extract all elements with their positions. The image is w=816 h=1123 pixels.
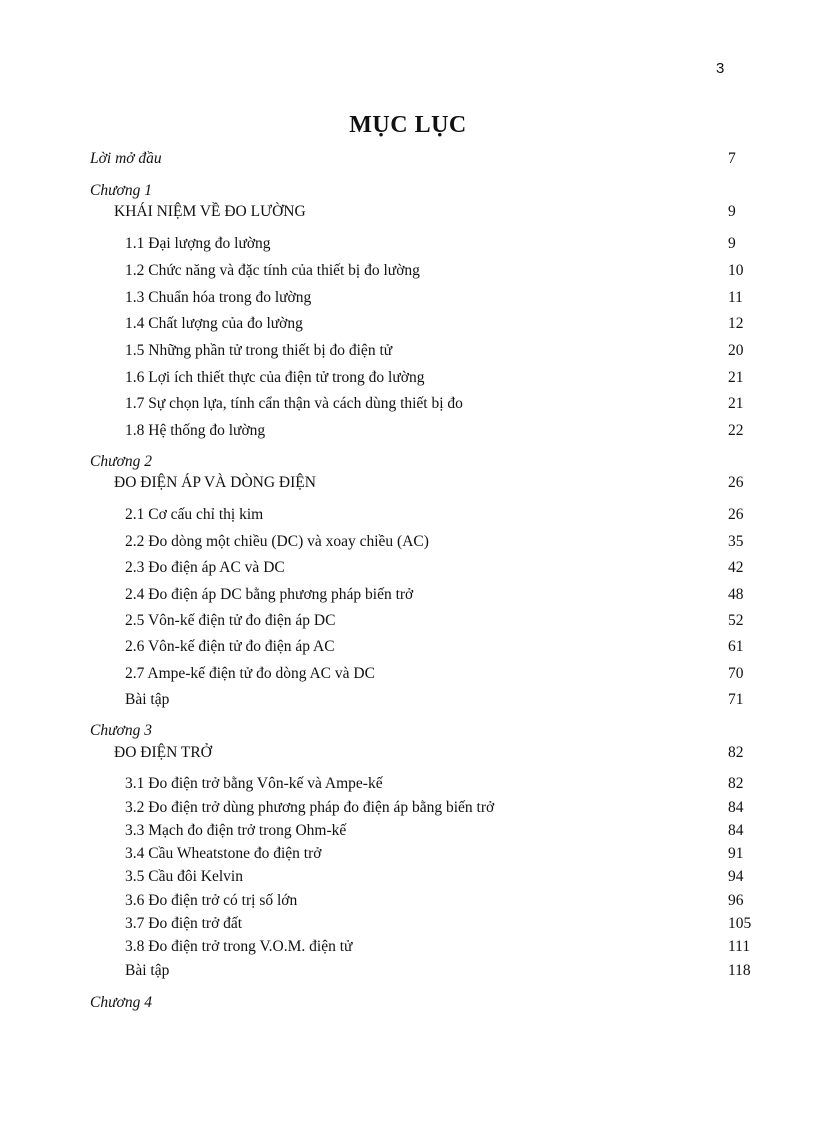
toc-chapter-label: Chương 1 — [90, 182, 152, 199]
toc-section: Bài tập — [125, 962, 170, 979]
toc-chapter-title: ĐO ĐIỆN TRỞ — [114, 744, 212, 761]
toc-section: 1.4 Chất lượng của đo lường — [125, 315, 303, 332]
page-number: 3 — [716, 60, 725, 77]
toc-page-number: 118 — [728, 962, 751, 979]
toc-section: 1.7 Sự chọn lựa, tính cẩn thận và cách dùng thiết bị đo — [125, 395, 463, 412]
toc-section: 3.6 Đo điện trở có trị số lớn — [125, 892, 298, 909]
toc-chapter-title: ĐO ĐIỆN ÁP VÀ DÒNG ĐIỆN — [114, 474, 316, 491]
toc-page-number: 91 — [728, 845, 744, 862]
toc-section: 1.3 Chuẩn hóa trong đo lường — [125, 289, 312, 306]
toc-page-number: 52 — [728, 612, 744, 629]
toc-section: 3.8 Đo điện trở trong V.O.M. điện tử — [125, 938, 353, 955]
toc-section: 2.3 Đo điện áp AC và DC — [125, 559, 285, 576]
toc-page-number: 11 — [728, 289, 743, 306]
toc-chapter-title: KHÁI NIỆM VỀ ĐO LƯỜNG — [114, 203, 306, 220]
toc-section: 3.3 Mạch đo điện trở trong Ohm-kế — [125, 822, 347, 839]
toc-section: 3.2 Đo điện trở dùng phương pháp đo điện áp bằng biến trở — [125, 799, 495, 816]
toc-page-number: 9 — [728, 203, 736, 220]
toc-section: 3.4 Cầu Wheatstone đo điện trở — [125, 845, 322, 862]
toc-section: 3.7 Đo điện trở đất — [125, 915, 243, 932]
toc-section: 2.4 Đo điện áp DC bằng phương pháp biến trở — [125, 586, 414, 603]
toc-page-number: 26 — [728, 474, 744, 491]
toc-page-number: 10 — [728, 262, 744, 279]
toc-page-number: 22 — [728, 422, 744, 439]
toc-section: 1.6 Lợi ích thiết thực của điện tử trong đo lường — [125, 369, 425, 386]
toc-section: 2.5 Vôn-kế điện tử đo điện áp DC — [125, 612, 336, 629]
toc-preface: Lời mở đầu — [90, 150, 162, 167]
toc-page-number: 21 — [728, 395, 744, 412]
toc-section: Bài tập — [125, 691, 170, 708]
toc-section: 1.2 Chức năng và đặc tính của thiết bị đo lường — [125, 262, 420, 279]
toc-page-number: 70 — [728, 665, 744, 682]
toc-section: 1.8 Hệ thống đo lường — [125, 422, 266, 439]
toc-section: 2.1 Cơ cấu chỉ thị kim — [125, 506, 264, 523]
toc-page-number: 35 — [728, 533, 744, 550]
toc-page-number: 111 — [728, 938, 751, 955]
toc-page-number: 105 — [728, 915, 752, 932]
toc-page-number: 61 — [728, 638, 744, 655]
toc-page-number: 42 — [728, 559, 744, 576]
toc-page-number: 84 — [728, 799, 744, 816]
toc-page-number: 96 — [728, 892, 744, 909]
toc-section: 1.1 Đại lượng đo lường — [125, 235, 271, 252]
toc-page-number: 12 — [728, 315, 744, 332]
toc-page-number: 7 — [728, 150, 736, 167]
toc-section: 3.5 Cầu đôi Kelvin — [125, 868, 243, 885]
toc-page-number: 20 — [728, 342, 744, 359]
toc-page-number: 82 — [728, 744, 744, 761]
toc-page-number: 82 — [728, 775, 744, 792]
toc-page-number: 84 — [728, 822, 744, 839]
toc-page-number: 48 — [728, 586, 744, 603]
toc-page-number: 71 — [728, 691, 744, 708]
toc-section: 2.7 Ampe-kế điện tử đo dòng AC và DC — [125, 665, 375, 682]
toc-section: 3.1 Đo điện trở bằng Vôn-kế và Ampe-kế — [125, 775, 383, 792]
page-title: MỤC LỤC — [349, 112, 467, 138]
toc-page-number: 26 — [728, 506, 744, 523]
toc-page-number: 9 — [728, 235, 736, 252]
toc-section: 2.6 Vôn-kế điện tử đo điện áp AC — [125, 638, 335, 655]
toc-page-number: 21 — [728, 369, 744, 386]
toc-page-number: 94 — [728, 868, 744, 885]
toc-chapter-label: Chương 3 — [90, 722, 152, 739]
toc-chapter-label: Chương 2 — [90, 453, 152, 470]
toc-chapter-label: Chương 4 — [90, 994, 152, 1011]
toc-section: 2.2 Đo dòng một chiều (DC) và xoay chiều (AC) — [125, 533, 429, 550]
toc-section: 1.5 Những phần tử trong thiết bị đo điện tử — [125, 342, 393, 359]
